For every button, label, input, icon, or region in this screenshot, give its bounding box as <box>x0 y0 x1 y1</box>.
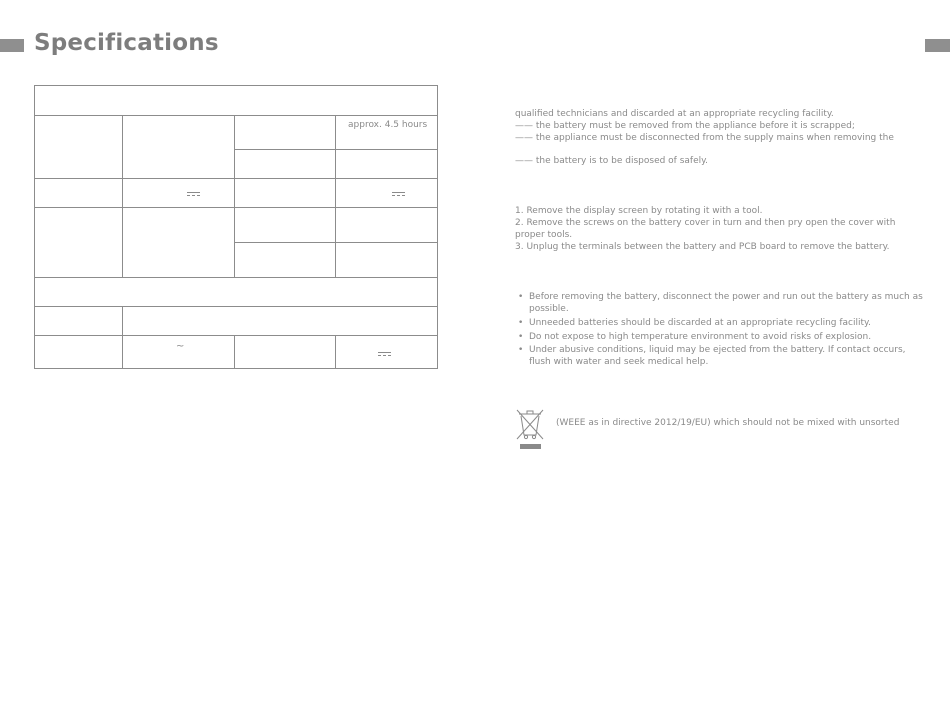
dc-symbol-icon <box>187 192 200 196</box>
table-cell <box>122 306 438 336</box>
table-cell <box>122 115 235 179</box>
table-cell <box>34 306 123 336</box>
disposal-line: —— the battery is to be disposed of safely. <box>515 156 709 166</box>
removal-step: 3. Unplug the terminals between the battery and PCB board to remove the battery. <box>515 242 890 252</box>
bullet-text: Under abusive conditions, liquid may be ejected from the battery. If contact occurs, <box>529 345 906 355</box>
table-cell <box>335 178 438 208</box>
removal-step: 2. Remove the screws on the battery cover in turn and then pry open the cover with <box>515 218 896 228</box>
removal-step: proper tools. <box>515 230 573 240</box>
table-cell <box>335 149 438 179</box>
table-cell <box>34 115 123 179</box>
weee-statement: (WEEE as in directive 2012/19/EU) which should not be mixed with unsorted <box>556 418 900 428</box>
bullet-text: Before removing the battery, disconnect the power and run out the battery as much as <box>529 292 923 302</box>
table-header-row <box>34 85 438 116</box>
bullet-text: flush with water and seek medical help. <box>529 357 709 367</box>
table-cell <box>34 207 123 278</box>
left-page-tab <box>0 39 24 52</box>
table-cell <box>234 149 336 179</box>
bullet-text: Unneeded batteries should be discarded at an appropriate recycling facility. <box>529 318 871 328</box>
table-cell <box>34 178 123 208</box>
removal-step: 1. Remove the display screen by rotating it with a tool. <box>515 206 763 216</box>
bullet-text: possible. <box>529 304 569 314</box>
table-cell <box>234 335 336 369</box>
table-cell <box>34 335 123 369</box>
ac-symbol-icon: ~ <box>176 341 185 352</box>
dc-symbol-icon <box>378 352 391 356</box>
table-cell <box>234 242 336 278</box>
table-cell <box>335 242 438 278</box>
weee-crossed-bin-icon <box>515 408 545 452</box>
disposal-line: qualified technicians and discarded at an appropriate recycling facility. <box>515 109 834 119</box>
table-cell <box>234 115 336 150</box>
table-cell <box>122 178 235 208</box>
table-cell <box>234 178 336 208</box>
disposal-line: —— the battery must be removed from the appliance before it is scrapped; <box>515 121 855 131</box>
table-cell <box>335 207 438 243</box>
disposal-line: —— the appliance must be disconnected from the supply mains when removing the <box>515 133 894 143</box>
charging-time-value: approx. 4.5 hours <box>348 120 428 130</box>
page-title: Specifications <box>34 30 219 56</box>
table-cell <box>234 207 336 243</box>
table-cell <box>122 335 235 369</box>
table-cell <box>335 335 438 369</box>
specifications-table <box>34 85 438 369</box>
table-section-row <box>34 277 438 307</box>
right-page-tab <box>925 39 950 52</box>
bullet-text: Do not expose to high temperature environment to avoid risks of explosion. <box>529 332 872 342</box>
table-cell <box>122 207 235 278</box>
charging-time-cell <box>335 115 438 150</box>
dc-symbol-icon <box>392 192 405 196</box>
